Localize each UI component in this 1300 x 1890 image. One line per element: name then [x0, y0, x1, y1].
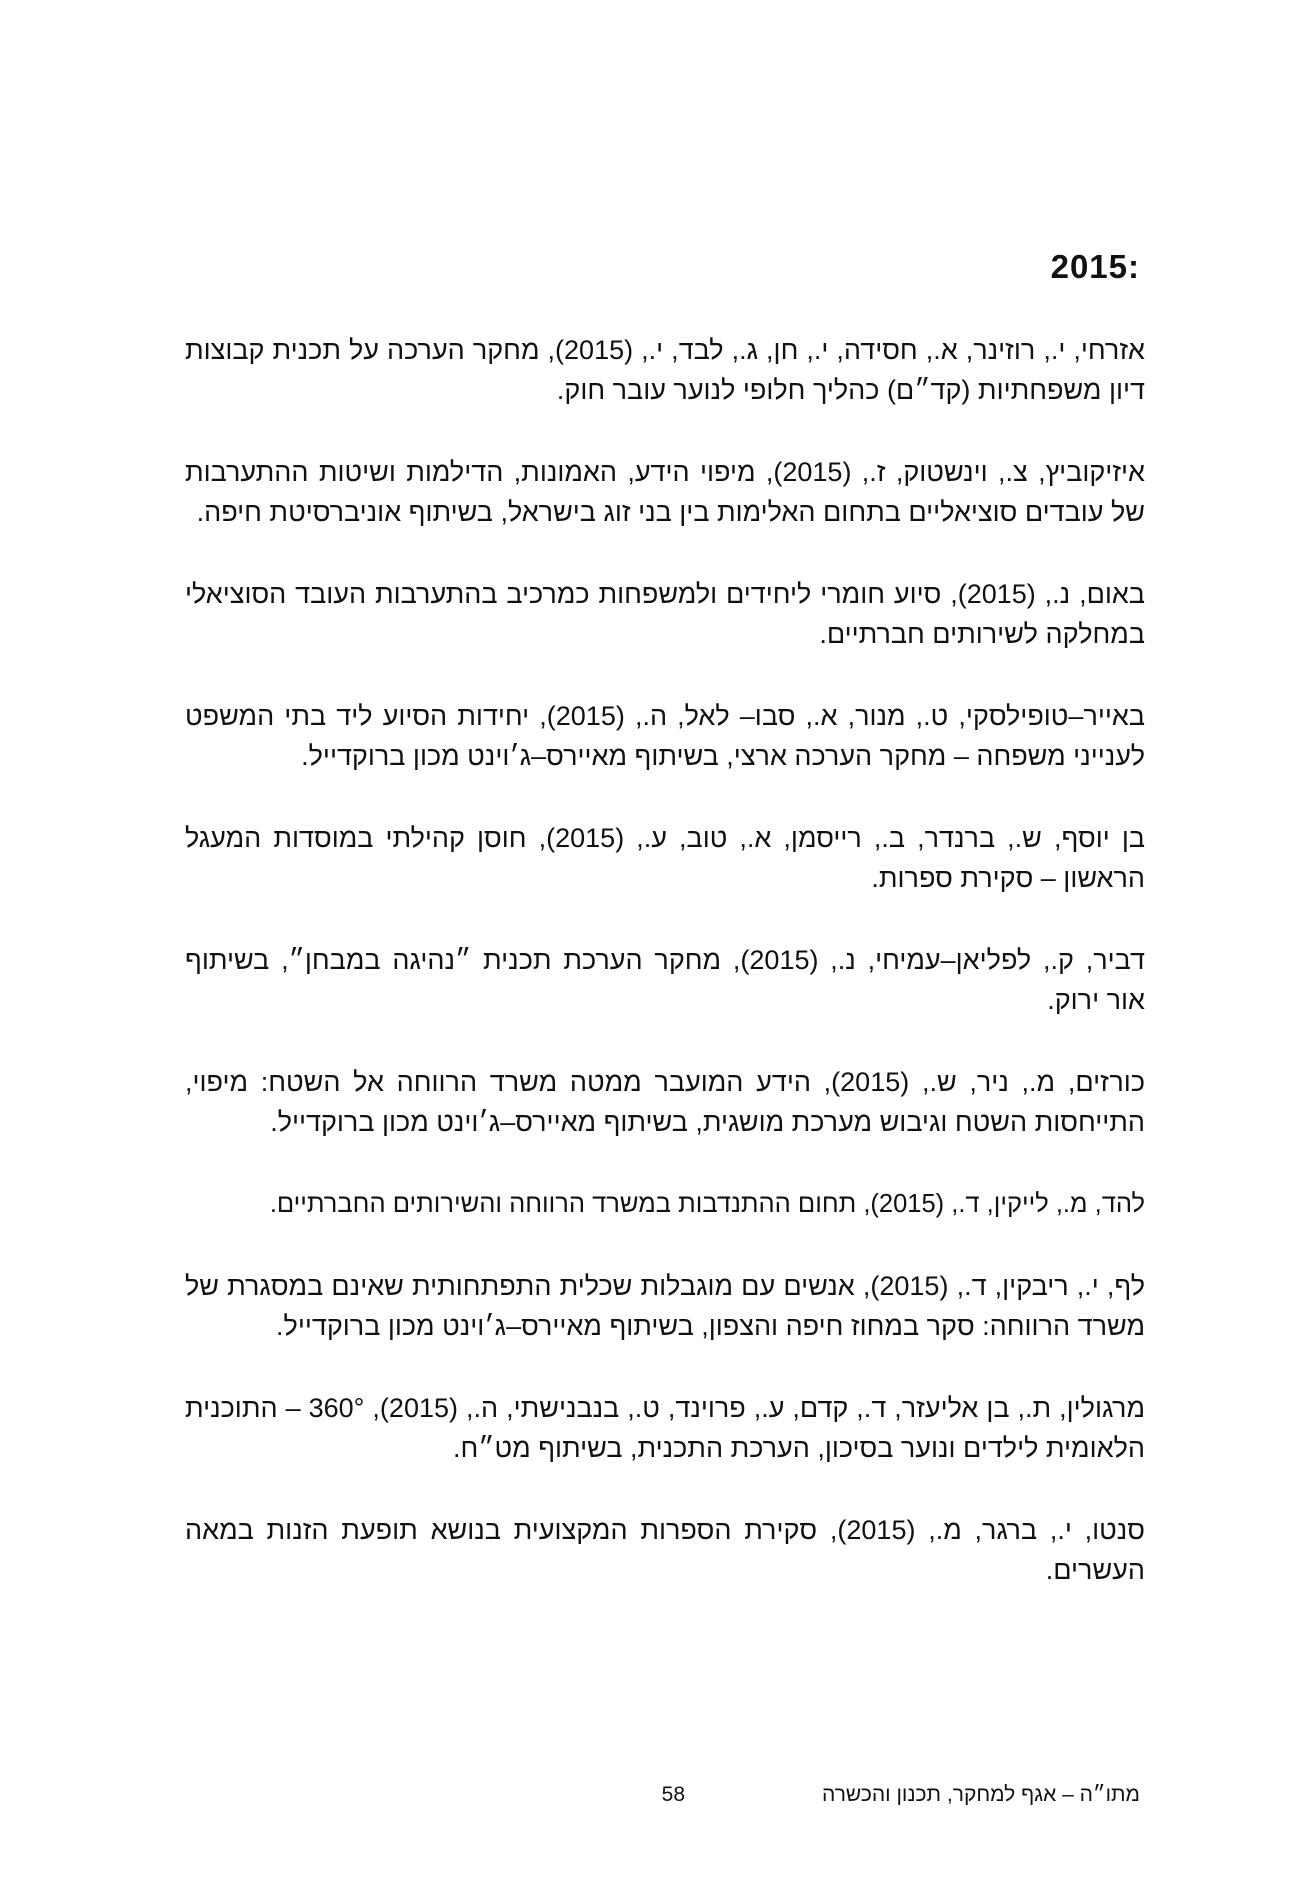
page-number: 58 — [661, 1783, 685, 1806]
reference-entry: סנטו, י., ברגר, מ., (2015), סקירת הספרות המקצועית בנושא תופעת הזנות במאה העשרים. — [185, 1515, 1146, 1585]
reference-entry: להד, מ., לייקין, ד., (2015), תחום ההתנדבות במשרד הרווחה והשירותים החברתיים. — [269, 1190, 1145, 1218]
reference-entry: בן יוסף, ש., ברנדר, ב., רייסמן, א., טוב, ע., (2015), חוסן קהילתי במוסדות המעגל הראשון – סקירת ספרות. — [185, 823, 1145, 893]
reference-entry: באום, נ., (2015), סיוע חומרי ליחידים ולמשפחות כמרכיב בהתערבות העובד הסוציאלי במחלקה לשירותים חברתיים. — [185, 579, 1146, 649]
reference-entry: לף, י., ריבקין, ד., (2015), אנשים עם מוגבלות שכלית התפתחותית שאינם במסגרת של משרד הרווחה: סקר במחוז חיפה והצפון, בשיתוף מאיירס–ג׳וינט מכון ברוקדייל. — [185, 1271, 1145, 1341]
reference-entry: דביר, ק., לפליאן–עמיחי, נ., (2015), מחקר הערכת תכנית ״נהיגה במבחן״, בשיתוף אור ירוק. — [185, 945, 1145, 1015]
reference-entry: באייר–טופילסקי, ט., מנור, א., סבו– לאל, ה., (2015), יחידות הסיוע ליד בתי המשפט לענייני משפחה – מחקר הערכה ארצי, בשיתוף מאיירס–ג׳וינט מכון ברוקדייל. — [185, 701, 1145, 771]
reference-list — [185, 330, 1145, 1632]
reference-entry: איזיקוביץ, צ., וינשטוק, ז., (2015), מיפוי הידע, האמונות, הדילמות ושיטות ההתערבות של עובדים סוציאליים בתחום האלימות בין בני זוג בישראל, בשיתוף אוניברסיטת חיפה. — [185, 457, 1145, 527]
reference-entry: כורזים, מ., ניר, ש., (2015), הידע המועבר ממטה משרד הרווחה אל השטח: מיפוי, התייחסות השטח וגיבוש מערכת מושגית, בשיתוף מאיירס–ג׳וינט מכון ברוקדייל. — [185, 1067, 1145, 1137]
year-heading: 2015: — [1050, 248, 1140, 285]
reference-entry: מרגולין, ת., בן אליעזר, ד., קדם, ע., פרוינד, ט., בנבנישתי, ה., (2015), 360° – התוכנית הלאומית לילדים ונוער בסיכון, הערכת התכנית, בשיתוף מט״ח. — [185, 1393, 1146, 1463]
footer-organization: מתו״ה – אגף למחקר, תכנון והכשרה — [822, 1783, 1140, 1806]
reference-entry: אזרחי, י., רוזינר, א., חסידה, י., חן, ג., לבד, י., (2015), מחקר הערכה על תכנית קבוצות דיון משפחתיות (קד״ם) כהליך חלופי לנוער עובר חוק. — [185, 335, 1146, 405]
